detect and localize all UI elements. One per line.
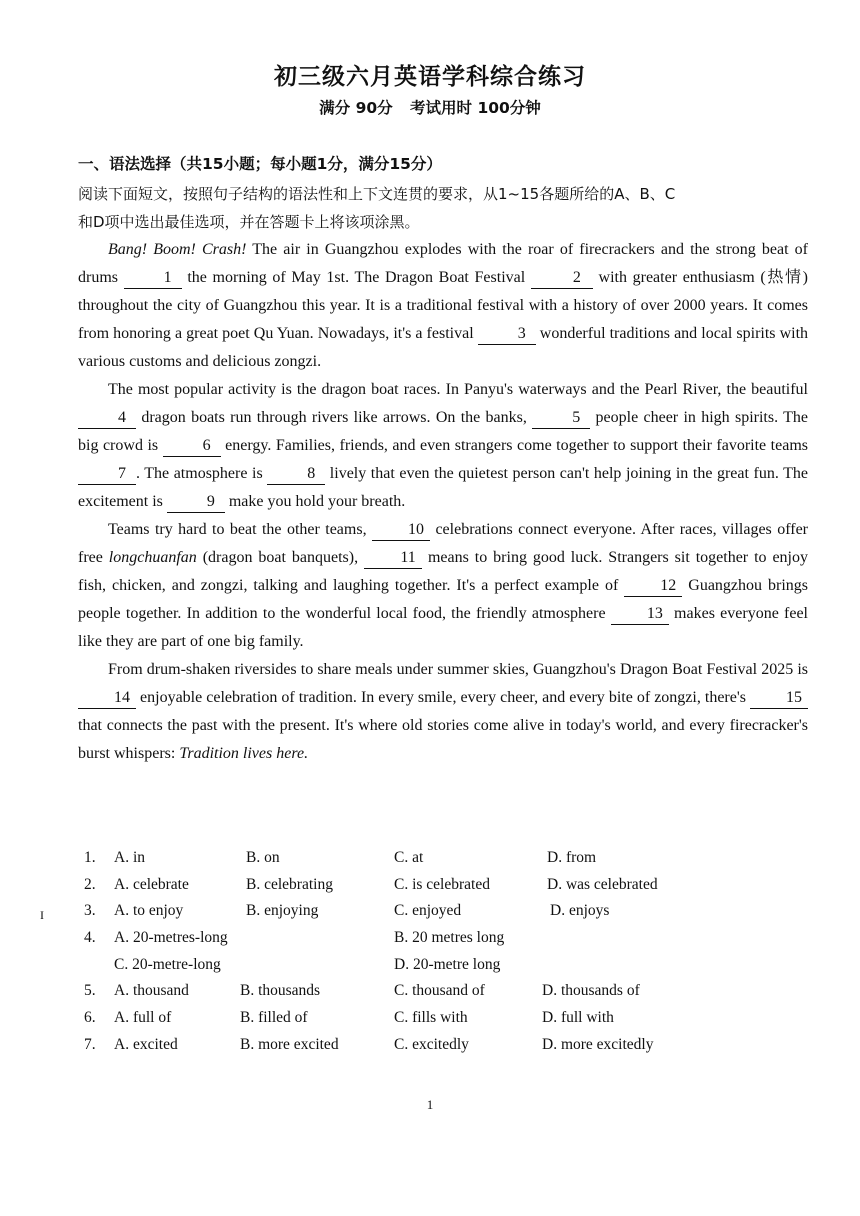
- blank-3: 3: [478, 324, 536, 345]
- question-number: 7.: [84, 1035, 96, 1053]
- option-b[interactable]: B. more excited: [240, 1035, 339, 1053]
- option-d[interactable]: D. more excitedly: [542, 1035, 654, 1053]
- passage-text: From drum-shaken riversides to share meals under summer skies, Guangzhou's Dragon Boat Festival 2025 is: [108, 661, 808, 678]
- blank-15: 15: [750, 688, 808, 709]
- exam-title: 初三级六月英语学科综合练习: [274, 64, 586, 90]
- instruction-line-2: 和D项中选出最佳选项，并在答题卡上将该项涂黑。: [78, 213, 420, 231]
- question-number: 1.: [84, 849, 96, 866]
- option-b[interactable]: B. 20 metres long: [394, 929, 505, 947]
- page-number: 1: [426, 1097, 434, 1112]
- blank-8: 8: [267, 464, 325, 485]
- option-c[interactable]: C. thousand of: [394, 982, 485, 1000]
- paragraph-4: [78, 656, 808, 768]
- blank-13: 13: [611, 604, 669, 625]
- question-row: [84, 1036, 784, 1063]
- passage-text: means to bring good luck. Strangers sit together to enjoy fish, chicken, and zongzi, talking and laughing together. It's a perfect example of: [78, 549, 808, 594]
- blank-4: 4: [78, 408, 136, 429]
- passage-text: enjoyable celebration of tradition. In every smile, every cheer, and every bite of zongzi, there's: [136, 689, 750, 706]
- blank-2: 2: [531, 268, 593, 289]
- option-a[interactable]: A. thousand: [114, 982, 189, 1000]
- paragraph-1: [78, 236, 808, 376]
- option-a[interactable]: A. celebrate: [114, 875, 189, 893]
- passage-text: The air in Guangzhou explodes with the roar of firecrackers and the strong beat of drums: [78, 241, 808, 286]
- question-number: 3.: [84, 902, 96, 920]
- passage-lead: Bang! Boom! Crash!: [108, 241, 247, 258]
- option-d[interactable]: D. was celebrated: [547, 875, 658, 893]
- option-d[interactable]: D. from: [547, 849, 597, 866]
- passage-text: the morning of May 1st. The Dragon Boat Festival: [181, 269, 531, 286]
- question-row: [84, 956, 784, 983]
- passage-text: wonderful traditions and local spirits with various customs and delicious zongzi.: [78, 325, 809, 370]
- instruction-line-1: 阅读下面短文，按照句子结构的语法性和上下文连贯的要求，从1~15各题所给的A、B、C: [78, 185, 676, 203]
- passage-text: (dragon boat banquets),: [196, 549, 365, 566]
- blank-9: 9: [167, 492, 225, 513]
- passage-text: Teams try hard to beat the other teams,: [108, 521, 373, 538]
- question-number: 2.: [84, 875, 96, 893]
- reading-passage: [78, 236, 808, 768]
- option-b[interactable]: B. filled of: [240, 1009, 308, 1027]
- passage-text: . The atmosphere is: [136, 465, 268, 482]
- option-a[interactable]: A. full of: [114, 1009, 172, 1027]
- passage-text: lively that even the quietest person can't help joining in the great fun. The excitement is: [78, 465, 808, 510]
- passage-text: dragon boats run through rivers like arrows. On the banks,: [136, 409, 533, 426]
- question-number: 4.: [84, 929, 96, 947]
- option-c[interactable]: C. excitedly: [394, 1035, 469, 1053]
- passage-text: people cheer in high spirits. The big crowd is: [78, 409, 809, 454]
- option-a[interactable]: A. in: [114, 849, 145, 866]
- closing-quote: Tradition lives here.: [179, 745, 309, 762]
- question-row: [84, 876, 784, 903]
- option-c[interactable]: C. fills with: [394, 1009, 468, 1027]
- blank-5: 5: [532, 408, 590, 429]
- option-c[interactable]: C. 20-metre-long: [114, 955, 221, 973]
- question-row: [84, 849, 784, 876]
- option-c[interactable]: C. at: [394, 849, 424, 866]
- option-b[interactable]: B. thousands: [240, 982, 321, 1000]
- option-d[interactable]: D. thousands of: [542, 982, 640, 1000]
- exam-subtitle: [0, 96, 860, 118]
- passage-text: Guangzhou brings people together. In addition to the wonderful local food, the friendly atmosphere: [78, 577, 809, 622]
- question-row: [84, 902, 784, 929]
- option-d[interactable]: D. full with: [542, 1009, 614, 1027]
- answer-options: [84, 849, 784, 1063]
- option-d[interactable]: D. 20-metre long: [394, 955, 501, 973]
- blank-1: 1: [124, 268, 182, 289]
- paragraph-2: [78, 376, 808, 516]
- blank-11: 11: [364, 548, 422, 569]
- passage-text: The most popular activity is the dragon boat races. In Panyu's waterways and the Pearl River, the beautiful: [108, 381, 808, 398]
- blank-12: 12: [624, 576, 682, 597]
- blank-10: 10: [372, 520, 430, 541]
- option-b[interactable]: B. on: [246, 849, 280, 866]
- option-b[interactable]: B. celebrating: [246, 875, 333, 893]
- question-row: [84, 982, 784, 1009]
- blank-6: 6: [163, 436, 221, 457]
- margin-mark: I: [40, 908, 44, 922]
- blank-14: 14: [78, 688, 136, 709]
- italic-term: longchuanfan: [108, 549, 197, 566]
- blank-7: 7: [78, 464, 136, 485]
- option-b[interactable]: B. enjoying: [246, 902, 319, 920]
- option-a[interactable]: A. to enjoy: [114, 902, 184, 920]
- passage-text: energy. Families, friends, and even strangers come together to support their favorite teams: [220, 437, 808, 454]
- option-c[interactable]: C. enjoyed: [394, 902, 462, 920]
- passage-text: makes everyone feel like they are part of one big family.: [78, 605, 809, 650]
- paragraph-3: [78, 516, 808, 656]
- passage-text: that connects the past with the present. It's where old stories come alive in today's world, and every firecracker's burst whispers:: [78, 717, 808, 762]
- exam-time: 考试用时 100分钟: [410, 99, 541, 117]
- question-row: [84, 929, 784, 956]
- option-a[interactable]: A. excited: [114, 1035, 178, 1053]
- section-heading: 一、语法选择（共15小题；每小题1分，满分15分）: [78, 155, 442, 173]
- passage-text: with greater enthusiasm (热情) throughout the city of Guangzhou this year. It is a traditional festival with a history of over 2000 years. It comes from honoring a great poet Qu Yuan. Nowadays, it's a festival: [78, 269, 809, 342]
- option-d[interactable]: D. enjoys: [550, 902, 610, 920]
- question-row: [84, 1009, 784, 1036]
- question-number: 5.: [84, 982, 96, 1000]
- full-score: 满分 90分: [319, 99, 393, 117]
- passage-text: make you hold your breath.: [224, 493, 406, 510]
- passage-text: celebrations connect everyone. After races, villages offer free: [78, 521, 808, 566]
- option-c[interactable]: C. is celebrated: [394, 875, 490, 893]
- question-number: 6.: [84, 1009, 96, 1027]
- option-a[interactable]: A. 20-metres-long: [114, 929, 228, 947]
